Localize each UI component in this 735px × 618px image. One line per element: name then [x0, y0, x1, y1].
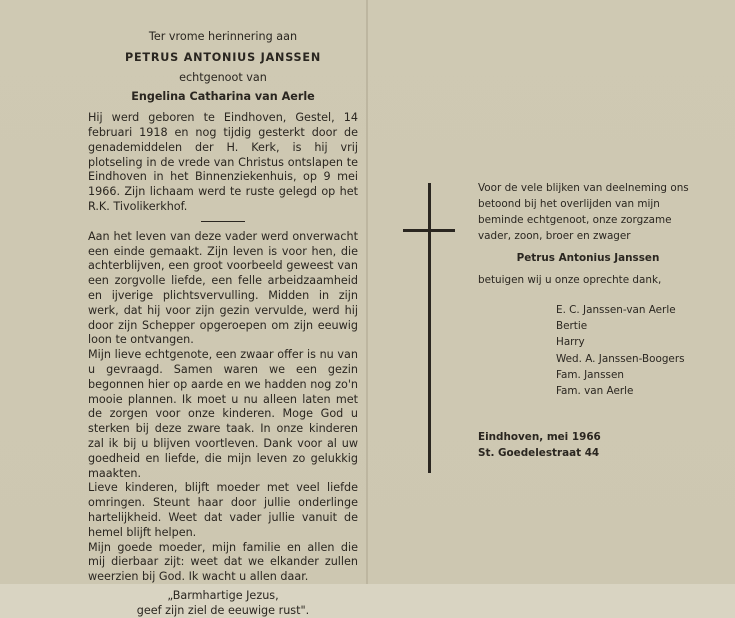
spouse-name: Engelina Catharina van Aerle: [131, 90, 315, 104]
signer: Fam. van Aerle: [556, 385, 634, 398]
paragraph: Mijn goede moeder, mijn familie en allen die mij dierbaar zijt: weet dat we elkander zullen weerzien bij God. Ik wacht u allen daar.: [88, 540, 358, 584]
biography: Hij werd geboren te Eindhoven, Gestel, 14 februari 1918 en nog tijdig gesterkt door de genademiddelen der H. Kerk, is hij vrij plotseling in de vrede van Christus ontslapen te Eindhoven in het Binnenziekenhuis, op 9 mei 1966. Zijn lichaam werd te ruste gelegd op het R.K. Tivolikerkhof.: [88, 111, 358, 213]
place-date: Eindhoven, mei 1966: [478, 431, 601, 444]
place-block: [478, 429, 698, 461]
card-fold: [366, 0, 368, 584]
paragraph: Mijn lieve echtgenote, een zwaar offer is nu van u gevraagd. Samen waren we een gezin begonnen hier op aarde en we hadden nog zo'n mooie plannen. Ik moet u nu alleen laten met de zorgen voor onze kinderen. Moge God u sterken bij deze zware taak. In onze kinderen zal ik bij u blijven voortleven. Dank voor al uw goedheid en liefde, die mijn leven zo gelukkig maakten.: [88, 348, 358, 480]
spouse-intro: echtgenoot van: [179, 70, 267, 84]
signer: E. C. Janssen-van Aerle: [556, 304, 676, 316]
deceased-name-right: Petrus Antonius Janssen: [516, 252, 660, 264]
thanks-text: Voor de vele blijken van deelneming ons betoond bij het overlijden van mijn beminde echtgenoot, onze zorgzame vader, zoon, broer en zwager: [478, 182, 689, 242]
cross-icon-bar: [403, 229, 455, 232]
prayer-line: „Barmhartige Jezus,: [167, 588, 279, 602]
prayer-line: geef zijn ziel de eeuwige rust".: [136, 603, 310, 617]
cross-icon: [428, 183, 431, 473]
left-panel: [88, 30, 358, 618]
signer: Harry: [556, 336, 585, 349]
thanks-end: betuigen wij u onze oprechte dank,: [478, 274, 662, 286]
intro-text: Ter vrome herinnering aan: [148, 30, 298, 43]
signer: Fam. Janssen: [556, 368, 624, 381]
signer: Bertie: [556, 320, 588, 333]
signer: Wed. A. Janssen-Boogers: [556, 352, 685, 365]
signers-list: [556, 302, 698, 399]
paragraph: Lieve kinderen, blijft moeder met veel liefde omringen. Steunt haar door jullie onderlinge hartelijkheid. Weet dat vader jullie vanuit de hemel blijft helpen.: [88, 481, 358, 539]
deceased-name: PETRUS ANTONIUS JANSSEN: [124, 50, 322, 64]
right-panel: [478, 180, 698, 462]
address: St. Goedelestraat 44: [478, 447, 600, 460]
paragraph: Aan het leven van deze vader werd onverwacht een einde gemaakt. Zijn leven is voor hen, die achterblijven, een groot voorbeeld geweest van een zorgvolle liefde, een felle arbeidzaamheid en ijverige plichtsvervulling. Midden in zijn werk, dat hij voor zijn gezin vervulde, werd hij door zijn Schepper opgeroepen om zijn eeuwig loon te ontvangen.: [88, 229, 358, 347]
divider-rule: [201, 221, 245, 222]
